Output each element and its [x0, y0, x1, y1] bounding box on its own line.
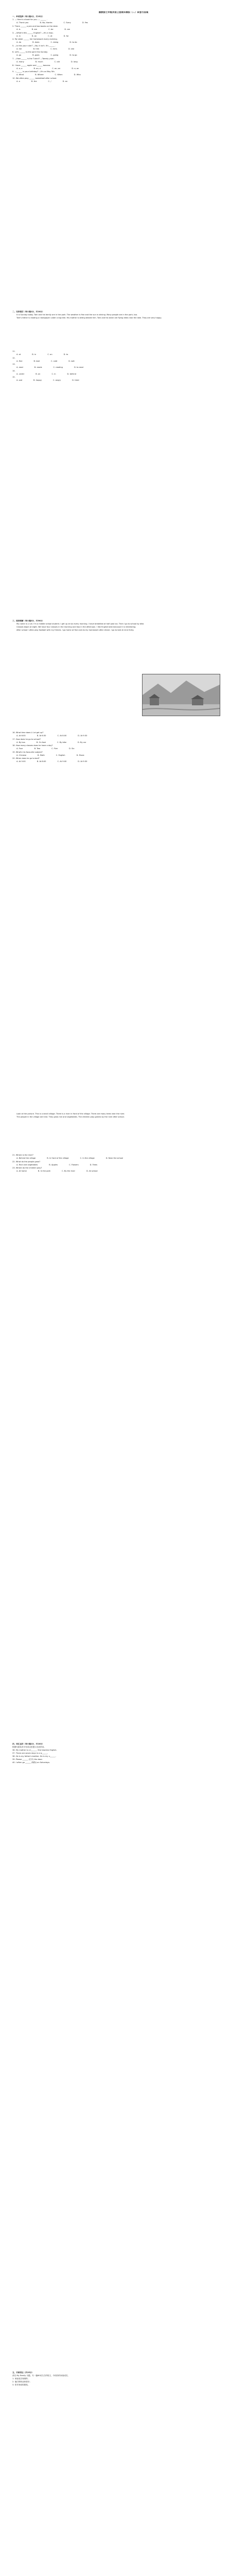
part1-heading: 一、单项选择（每小题1分，共15分）: [12, 15, 44, 18]
part2-question-3: 13.: [12, 363, 15, 366]
part2-option-3-2: B. reads: [34, 366, 42, 369]
part3a-question-5: 20. When does he go to bed?: [12, 757, 40, 760]
part3a-option-3-2: B. Two: [34, 748, 41, 750]
village-illustration: [143, 674, 220, 716]
part5-heading: 五、书面表达（共15分）: [12, 2371, 33, 2374]
part3b-question-2: 22. What do the people grow?: [12, 1160, 41, 1163]
part5-section: [12, 2370, 235, 2387]
part3b-options-1: [12, 1157, 235, 1160]
part3b-option-2-3: C. Flowers: [69, 1163, 79, 1166]
part1-option-9-4: D. Who: [74, 74, 81, 76]
part1-options-9: [12, 74, 235, 76]
part2-option-1-3: C. on: [47, 353, 52, 355]
part3a-options-4: [12, 754, 235, 757]
part1-option-4-1: A. do: [16, 41, 22, 44]
part1-question-9: 9. —______ is your birthday? —It's on May 5th.: [12, 71, 55, 73]
part1-option-5-3: C. hers: [50, 47, 57, 50]
part3b-option-3-2: B. In the park: [38, 1170, 51, 1173]
part3a-option-3-4: D. Six: [69, 748, 75, 750]
part3b-question-3: 23. Where do the children play?: [12, 1167, 42, 1170]
part3a-question-4: 19. What's his favourite subject?: [12, 751, 43, 753]
part2-option-2-1: A. fine: [16, 360, 23, 362]
part1-question-4: 4. My sister ______ her homework every evening.: [12, 38, 58, 41]
part1-question-6: 6. Let's ______ to the park this Sunday.: [12, 51, 48, 54]
part1-question-10: 10. We often play ______ basketball after school.: [12, 77, 57, 79]
part1-option-6-1: A. go: [16, 54, 22, 57]
part4-item-list: [12, 1749, 235, 1764]
part2-section: [12, 309, 235, 320]
part2-option-3-3: C. reading: [53, 366, 63, 369]
part1-option-10-1: A. a: [16, 80, 20, 82]
part2-passage-line-2: Tom's father is reading a newspaper under a big tree. His mother is sitting beside him. Tom and his sister are flying kites near the lake. They are very happy.: [16, 317, 162, 319]
part1-options-8: [12, 67, 235, 70]
part1-option-5-1: A. her: [16, 47, 22, 50]
part5-tip-line-2: 2. 他们的职业和爱好；: [12, 2381, 31, 2383]
part3a-option-2-3: C. By bike: [57, 741, 66, 743]
part3a-option-2-1: A. By bus: [16, 741, 25, 743]
part3b-options-2: [12, 1164, 235, 1166]
part4-item-line-2: 37. There are seven days in a w______.: [12, 1752, 48, 1754]
part3-questions-a-section: [12, 732, 235, 764]
part1-option-8-1: A. a; a: [16, 67, 23, 70]
part4-instruction: 根据句意及首字母或汉语提示完成单词。: [12, 1746, 46, 1748]
part2-option-5-2: B. happy: [33, 379, 42, 382]
part1-question-1: 1. — Here's a book for you. — ______ .: [12, 19, 47, 21]
part1-options-3: [12, 35, 235, 38]
part1-section: [12, 11, 235, 83]
part2-option-1-4: D. to: [63, 353, 68, 355]
part3a-option-4-3: C. English: [56, 754, 65, 756]
village-photo: [142, 674, 220, 716]
part2-passage: [12, 314, 235, 319]
part3-question-list-b: [12, 1154, 235, 1173]
part3a-option-5-2: B. At 8:00: [37, 760, 46, 763]
part1-question-3: 3. —What's this ______ English? —It's a map.: [12, 31, 54, 34]
part3a-question-1: 16. What time does Li Lei get up?: [12, 732, 44, 734]
part2-options-3: [12, 366, 235, 369]
part1-option-10-2: B. the: [31, 80, 37, 82]
part1-options-2: [12, 28, 235, 31]
part1-option-3-3: C. at: [48, 35, 52, 37]
part3a-option-1-2: B. At 6:30: [37, 735, 46, 737]
part5-tip-line-3: 3. 你对家庭的感受。: [12, 2384, 30, 2386]
part1-option-7-1: A. many: [16, 60, 24, 63]
part3-passage-a: [12, 623, 235, 632]
part3-question-list-a: [12, 732, 235, 764]
part1-option-9-1: A. What: [16, 74, 24, 76]
part4-section: [12, 1741, 235, 1765]
part1-question-7: 7. —How ______ is the T-shirt? —Twenty yuan.: [12, 57, 55, 60]
part3b-option-3-4: D. At school: [86, 1170, 98, 1173]
part3a-options-2: [12, 741, 235, 744]
part2-options-2: [12, 360, 235, 363]
part3a-option-4-2: B. Math: [38, 754, 45, 756]
part1-option-8-3: C. an; an: [52, 67, 61, 70]
part1-option-6-4: D. to go: [69, 54, 77, 57]
page-title: 湘教版七年级英语上册期末模拟（二）试卷与答案: [98, 11, 149, 14]
part1-option-4-2: B. does: [32, 41, 40, 44]
part3b-option-2-4: D. Trees: [90, 1163, 98, 1166]
part3a-passage-line-3: After school I often play football with my friends. I go home at five and do my homework after dinner. I go to bed at nine thirty.: [16, 629, 134, 631]
part5-tip-line-1: 1. 家庭成员有哪些；: [12, 2378, 30, 2380]
part2-option-5-1: A. sad: [16, 379, 23, 382]
part3b-section: [12, 1113, 235, 1119]
part1-option-2-3: C. be: [48, 28, 54, 30]
part1-option-7-2: B. much: [35, 60, 43, 63]
part4-item-line-5: 40. I often go ______ (购物) on Saturdays.: [12, 1761, 50, 1764]
part3a-option-5-1: A. At 5:00: [16, 760, 26, 763]
part3a-question-3: 18. How many classes does he have a day?: [12, 744, 53, 747]
part2-options-4: [12, 373, 235, 376]
part3a-option-4-1: A. Chinese: [16, 754, 27, 756]
part1-option-6-3: C. going: [50, 54, 59, 57]
part3b-option-3-1: A. At home: [16, 1170, 27, 1173]
part1-option-7-4: D. long: [70, 60, 78, 63]
part2-option-1-1: A. at: [16, 353, 21, 355]
part3b-option-3-3: C. By the river: [62, 1170, 76, 1173]
part1-option-1-4: D. Yes: [82, 22, 88, 24]
part4-item-line-1: 36. My mother is a t______. She teaches English.: [12, 1749, 57, 1751]
part2-question-list: [12, 350, 235, 382]
part1-option-4-3: C. doing: [50, 41, 59, 44]
part1-options-10: [12, 80, 235, 83]
part3a-passage-line-1: My name is Li Lei. I'm a middle school student. I get up at six every morning. I have breakfast at half past six. Then I go to school by bike.: [16, 623, 145, 625]
part3-passage-b: [12, 1113, 235, 1118]
part1-option-3-4: D. for: [63, 35, 69, 37]
part1-question-list: [12, 19, 235, 83]
part3a-option-3-3: C. Five: [51, 748, 58, 750]
part1-options-5: [12, 48, 235, 50]
part1-option-7-3: C. old: [54, 60, 60, 63]
part3a-options-3: [12, 748, 235, 750]
part1-option-2-1: A. is: [16, 28, 21, 30]
part3a-option-1-4: D. At 9:30: [78, 735, 87, 737]
part3a-option-4-4: D. Music: [76, 754, 84, 756]
part1-option-1-2: B. No, thanks: [40, 22, 52, 24]
part5-instruction: 请以 My Family 为题，写一篇60词左右的短文，介绍你的家庭成员。: [12, 2375, 70, 2377]
part1-question-8: 8. I have ______ apple and ______ banana.: [12, 64, 51, 66]
part2-question-1: 11.: [12, 350, 15, 352]
part1-option-8-2: B. an; a: [33, 67, 41, 70]
part3a-option-1-1: A. At 6:00: [16, 735, 26, 737]
part3a-option-2-4: D. By car: [77, 741, 86, 743]
part2-passage-line-1: It is Sunday today. Tom and his family are in the park. The weather is fine and the sun is shining. Many people are in the park, too.: [16, 314, 137, 316]
part2-option-2-2: B. bad: [33, 360, 40, 362]
part3b-options-3: [12, 1170, 235, 1173]
part1-option-3-1: A. in: [16, 35, 21, 37]
part3a-options-1: [12, 735, 235, 737]
part3-questions-b-section: [12, 1154, 235, 1174]
part3a-option-1-3: C. At 8:00: [57, 735, 67, 737]
part1-option-5-2: B. him: [33, 47, 40, 50]
part1-options-6: [12, 54, 235, 57]
part1-option-10-3: C. /: [48, 80, 51, 82]
part1-option-1-1: A. Thank you: [16, 22, 29, 24]
part3b-option-1-3: C. In the village: [80, 1157, 95, 1159]
part1-options-4: [12, 41, 235, 44]
part4-item-line-3: 38. He is my father's brother. He is my u______.: [12, 1755, 56, 1757]
part3-section: [12, 618, 235, 632]
part2-question-4: 14.: [12, 369, 15, 372]
part1-options-7: [12, 61, 235, 63]
part1-option-10-4: D. an: [62, 80, 68, 82]
part1-option-8-4: D. a; an: [72, 67, 79, 70]
part1-option-1-3: C. Sorry: [63, 22, 71, 24]
part2-question-2: 12.: [12, 357, 15, 359]
part1-option-5-4: D. she: [68, 47, 75, 50]
part1-option-2-4: D. am: [64, 28, 70, 30]
part2-question-5: 15.: [12, 376, 15, 379]
part3a-option-3-1: A. Four: [16, 748, 23, 750]
part1-option-3-2: B. on: [31, 35, 37, 37]
part2-option-3-1: A. read: [16, 366, 23, 369]
part1-question-5: 5. —Is this your ruler? —No, it isn't. It's ______ .: [12, 44, 56, 47]
part3b-option-1-1: A. Behind the village: [16, 1157, 36, 1159]
part1-options-1: [12, 22, 235, 24]
part3a-options-5: [12, 760, 235, 763]
part2-option-4-2: B. on: [36, 372, 41, 375]
part2-option-5-4: D. tired: [72, 379, 79, 382]
part3b-passage-line-1: Look at the picture. This is a small village. There is a river in front of the village. There are many trees near the river.: [16, 1113, 125, 1115]
part2-option-2-3: C. cold: [50, 360, 58, 362]
part3-heading: 三、阅读理解（每小题2分，共30分）: [12, 620, 44, 622]
part3b-option-2-2: B. Apples: [49, 1163, 58, 1166]
part2-options-5: [12, 379, 235, 382]
part2-option-5-3: C. angry: [52, 379, 61, 382]
part2-option-1-2: B. in: [32, 353, 37, 355]
part2-option-4-3: C. in: [51, 372, 56, 375]
part2-option-4-1: A. under: [16, 372, 25, 375]
part3a-option-5-4: D. At 9:30: [78, 760, 87, 763]
part4-heading: 四、词汇运用（每小题1分，共10分）: [12, 1743, 44, 1745]
part3b-passage-line-2: The people in the village are kind. They grow rice and vegetables. The children play games by the river after school.: [16, 1116, 125, 1118]
part2-option-4-4: D. behind: [67, 372, 76, 375]
part2-heading: 二、完形填空（每小题1分，共10分）: [12, 311, 44, 313]
part4-item-line-4: 39. Please ______ (打开) the door.: [12, 1758, 43, 1760]
part3a-option-2-2: B. On foot: [36, 741, 46, 743]
part1-option-9-2: B. Where: [35, 74, 44, 76]
part2-options-1: [12, 353, 235, 356]
part2-option-2-4: D. wet: [68, 360, 75, 362]
part3a-option-5-3: C. At 9:00: [57, 760, 67, 763]
part1-option-9-3: C. When: [55, 74, 63, 76]
part2-option-3-4: D. to read: [74, 366, 83, 369]
part3a-passage-line-2: Classes begin at eight. We have four classes in the morning and two in the afternoon. I like English best because it is interesting.: [16, 626, 136, 628]
part3b-option-1-4: D. Near the school: [105, 1157, 123, 1159]
part5-tip-list: [12, 2378, 235, 2386]
part2-questions-section: [12, 350, 235, 383]
part1-option-2-2: B. are: [31, 28, 38, 30]
part3b-question-1: 21. Where is the river?: [12, 1154, 33, 1156]
part1-option-4-4: D. to do: [69, 41, 77, 44]
part3a-question-2: 17. How does he go to school?: [12, 738, 41, 740]
part1-option-6-2: B. goes: [32, 54, 40, 57]
part3b-option-2-1: A. Rice and vegetables: [16, 1163, 38, 1166]
part1-question-2: 2. There ______ a pen and two books on the desk.: [12, 25, 58, 27]
part3b-option-1-2: B. In front of the village: [47, 1157, 69, 1159]
